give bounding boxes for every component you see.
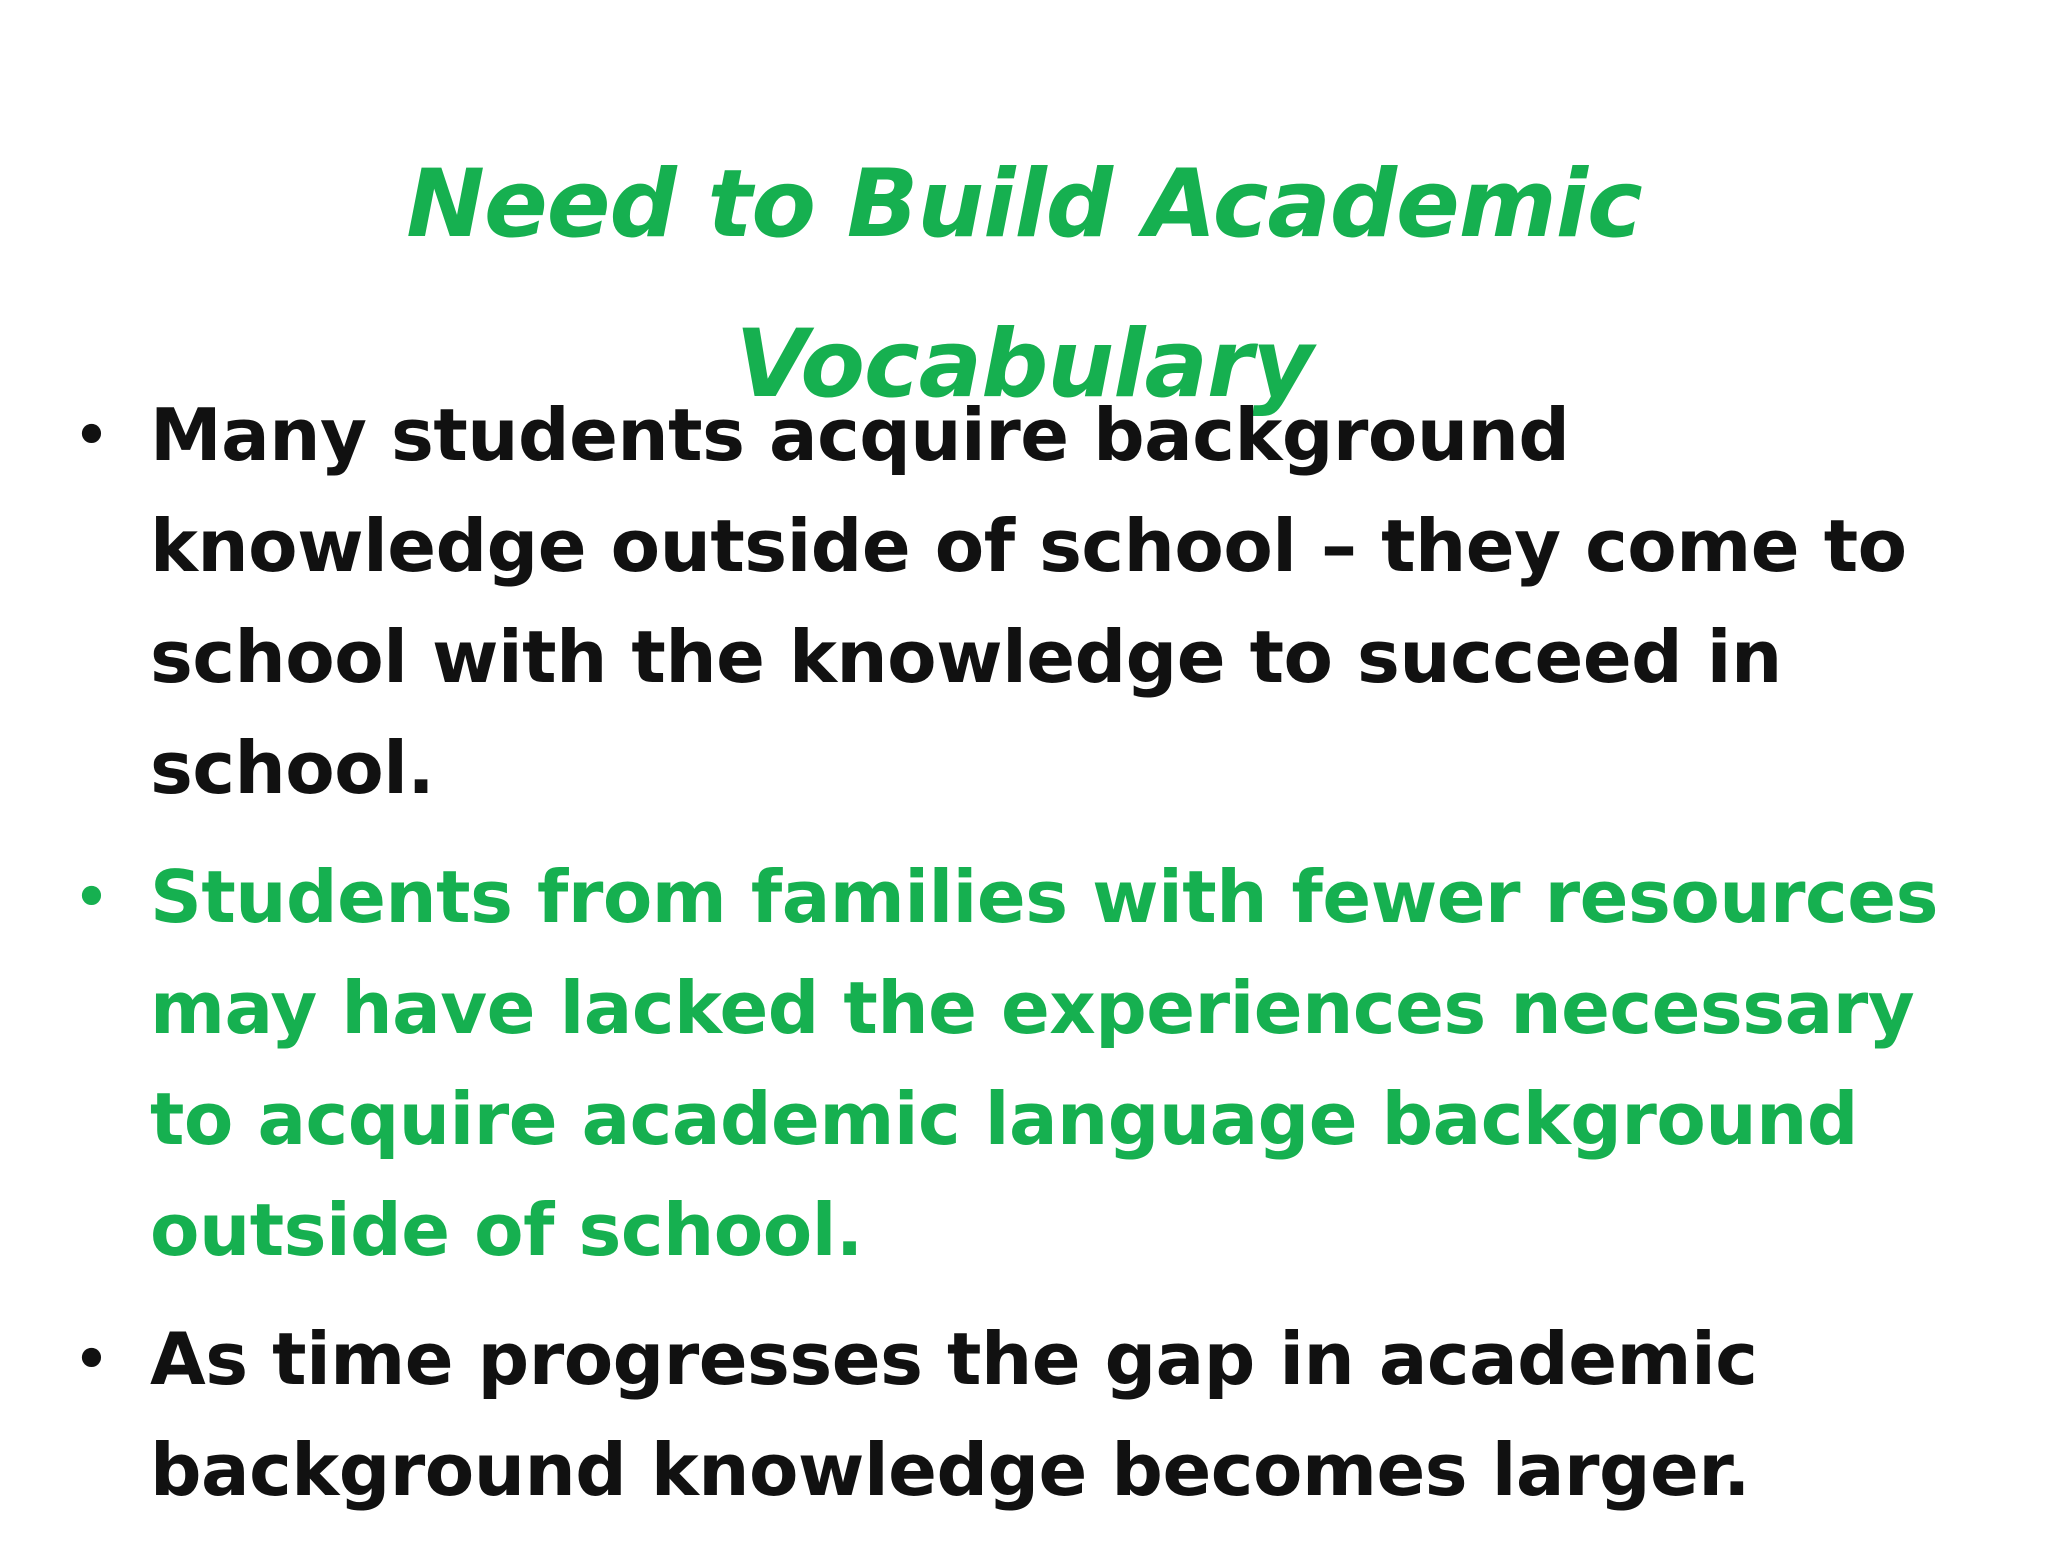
bullet-text: Many students acquire background knowledge outside of school – they come to school with the knowledge to succeed in school. — [150, 393, 1907, 810]
bullet-item — [72, 380, 2010, 824]
bullet-icon: • — [72, 859, 111, 936]
slide-title-line-1: Need to Build Academic — [406, 149, 1642, 259]
bullet-item — [72, 1304, 2010, 1526]
bullet-icon: • — [72, 397, 111, 474]
bullet-icon: • — [72, 1321, 111, 1398]
bullet-list — [72, 380, 2010, 1544]
slide-title-line-2: Vocabulary — [735, 309, 1313, 419]
bullet-text: Students from families with fewer resources may have lacked the experiences necessary to acquire academic language background outside of school. — [150, 855, 1938, 1272]
bullet-text: As time progresses the gap in academic background knowledge becomes larger. — [150, 1317, 1758, 1512]
bullet-item — [72, 842, 2010, 1286]
